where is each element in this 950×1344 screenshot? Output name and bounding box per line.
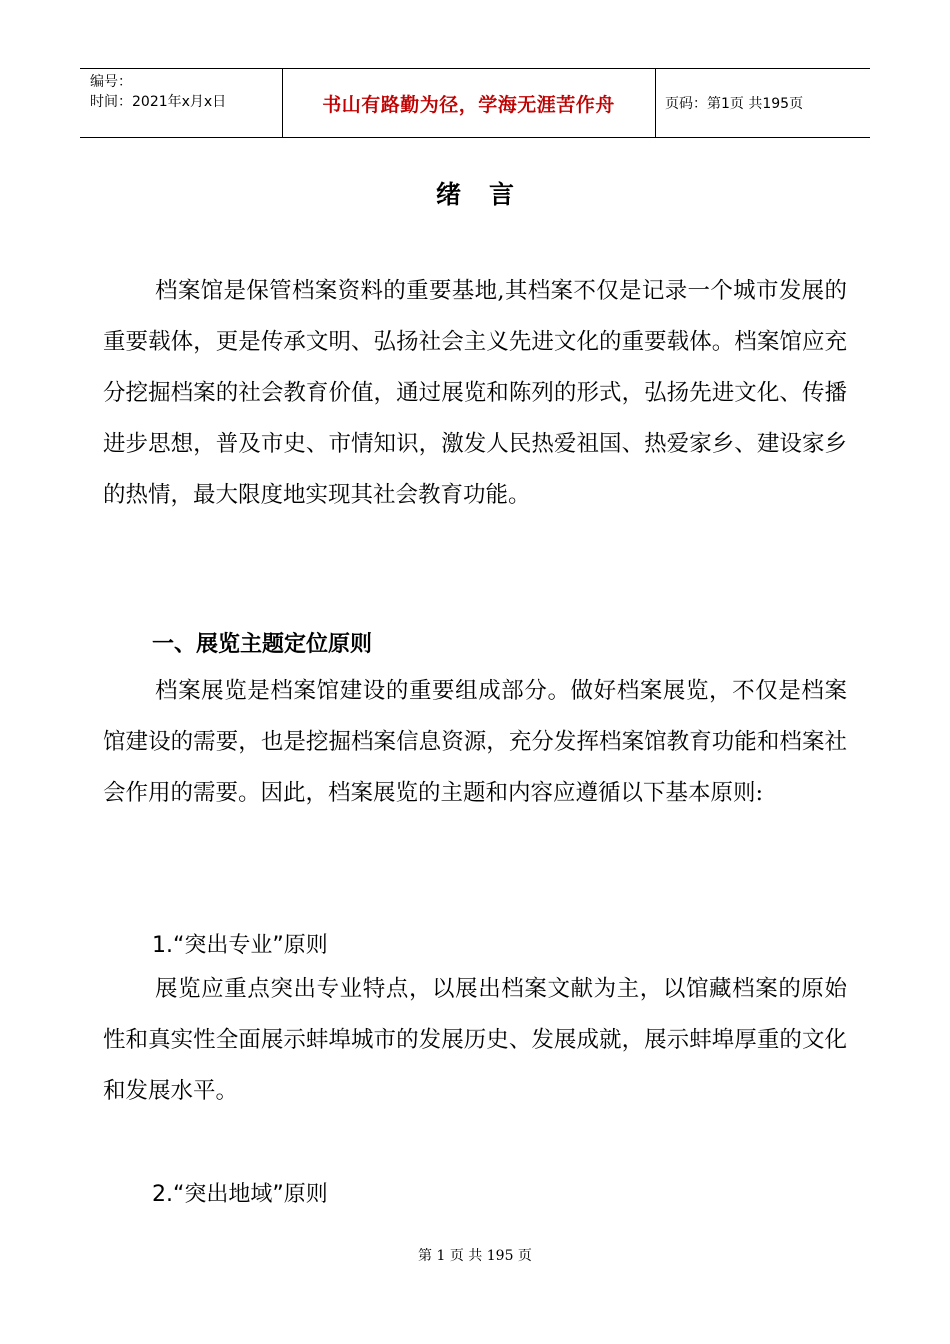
principle-heading-1: 1.“突出专业”原则 <box>152 933 328 958</box>
section-paragraph: 档案展览是档案馆建设的重要组成部分。做好档案展览，不仅是档案馆建设的需要，也是挖掘档案信息资源，充分发挥档案馆教育功能和档案社会作用的需要。因此，档案展览的主题和内容应遵循以下基本原则: <box>103 678 847 806</box>
page-title: 绪言 <box>435 180 542 209</box>
principle-heading-2: 2.“突出地域”原则 <box>152 1182 328 1207</box>
header-meta-cell <box>80 69 283 137</box>
intro-paragraph: 档案馆是保管档案资料的重要基地,其档案不仅是记录一个城市发展的重要载体，更是传承文明、弘扬社会主义先进文化的重要载体。档案馆应充分挖掘档案的社会教育价值，通过展览和陈列的形式，弘扬先进文化、传播进步思想，普及市史、市情知识，激发人民热爱祖国、热爱家乡、建设家乡的热情，最大限度地实现其社会教育功能。 <box>103 278 847 508</box>
document-header <box>80 68 870 138</box>
header-page-cell <box>655 69 870 137</box>
page-footer: 第 1 页 共 195 页 <box>418 1248 532 1264</box>
header-page-code: 页码：第1页 共195页 <box>665 96 804 112</box>
document-number-label: 编号： <box>90 74 132 90</box>
principle-paragraph-1: 展览应重点突出专业特点，以展出档案文献为主，以馆藏档案的原始性和真实性全面展示蚌埠城市的发展历史、发展成就，展示蚌埠厚重的文化和发展水平。 <box>103 976 847 1104</box>
document-time-label: 时间：2021年x月x日 <box>90 94 227 110</box>
section-heading: 一、展览主题定位原则 <box>152 632 373 657</box>
header-motto: 书山有路勤为径，学海无涯苦作舟 <box>322 93 615 116</box>
header-motto-cell <box>282 69 656 137</box>
